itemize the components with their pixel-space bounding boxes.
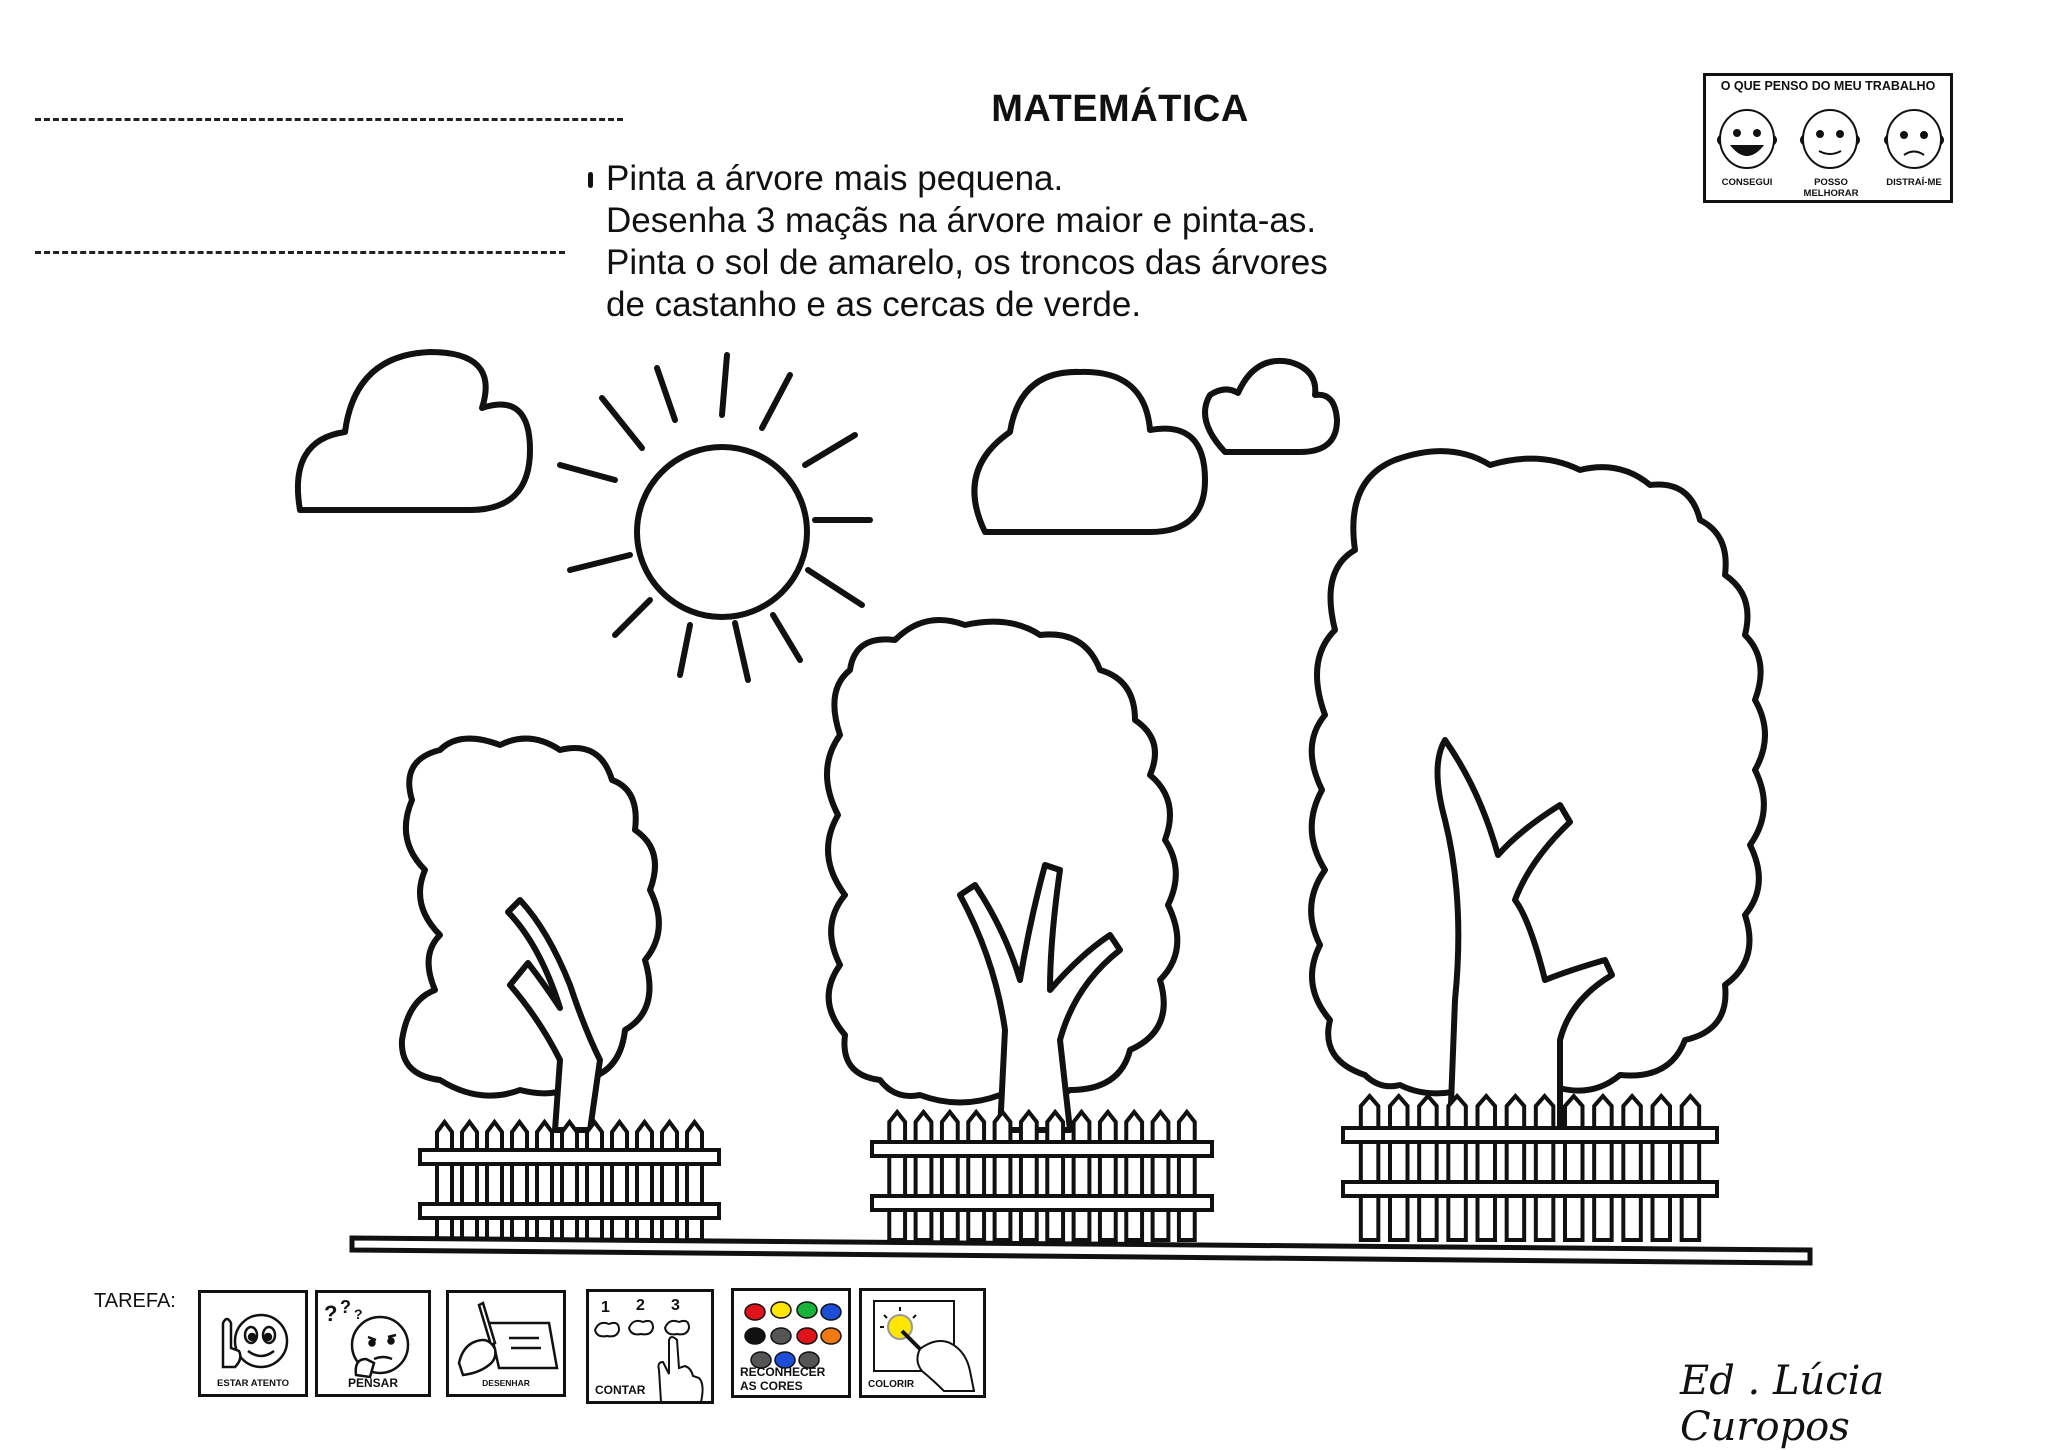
task-label-as-cores: AS CORES [740, 1379, 803, 1393]
face-label-posso-melhorar: POSSO MELHORAR [1803, 177, 1859, 199]
fence-picket [662, 1122, 677, 1240]
task-label-estar-atento: ESTAR ATENTO [217, 1378, 289, 1389]
color-swatch [771, 1328, 791, 1344]
fence-picket [1074, 1112, 1090, 1240]
sun[interactable] [637, 447, 807, 617]
fence-rail [872, 1196, 1212, 1210]
fence-picket [968, 1112, 984, 1240]
instruction-line-2: Desenha 3 maçãs na árvore maior e pinta-as. [606, 201, 1317, 240]
task-reconhecer-as-cores[interactable] [731, 1288, 851, 1398]
task-estar-atento[interactable] [198, 1290, 308, 1397]
signature: Ed . Lúcia Curopos [1680, 1358, 1885, 1450]
fence-picket [1179, 1112, 1195, 1240]
task-contar[interactable] [586, 1289, 714, 1404]
svg-text:?: ? [340, 1297, 351, 1317]
page-title: MATEMÁTICA [991, 88, 1249, 130]
fence-picket [487, 1122, 502, 1240]
svg-text:?: ? [354, 1306, 363, 1322]
cloud-left[interactable] [298, 352, 530, 510]
fence-picket [1653, 1096, 1671, 1240]
fence-picket [437, 1122, 452, 1240]
count-number-1: 1 [601, 1299, 610, 1316]
fence-picket [1100, 1112, 1116, 1240]
tarefa-label: TAREFA: [94, 1290, 176, 1312]
task-desenhar[interactable] [446, 1290, 566, 1397]
fence-picket [637, 1122, 652, 1240]
color-swatch [745, 1304, 765, 1320]
fence-picket [1594, 1096, 1612, 1240]
fence-picket [612, 1122, 627, 1240]
fence-picket [1507, 1096, 1525, 1240]
task-label-pensar: PENSAR [347, 1376, 398, 1390]
color-swatch [821, 1328, 841, 1344]
fence-picket [512, 1122, 527, 1240]
color-swatch [771, 1302, 791, 1318]
fence-picket [942, 1112, 958, 1240]
color-swatch [821, 1304, 841, 1320]
fence-rail [420, 1204, 719, 1218]
face-label-consegui: CONSEGUI [1721, 177, 1773, 188]
instruction-line-3: Pinta o sol de amarelo, os troncos das árvores [606, 243, 1328, 282]
fence-picket [916, 1112, 932, 1240]
task-label-reconhecer: RECONHECER [740, 1365, 826, 1379]
count-number-2: 2 [636, 1297, 645, 1314]
task-label-desenhar: DESENHAR [482, 1378, 530, 1388]
task-colorir[interactable] [859, 1288, 986, 1398]
face-label-distrai-me: DISTRAÍ-ME [1886, 177, 1942, 188]
fence-picket [1153, 1112, 1169, 1240]
instruction-line-1: Pinta a árvore mais pequena. [606, 159, 1064, 198]
fence-picket [1478, 1096, 1496, 1240]
fence-picket [562, 1122, 577, 1240]
svg-text:?: ? [324, 1301, 338, 1326]
color-swatch [745, 1328, 765, 1344]
task-pensar[interactable] [315, 1290, 431, 1397]
fence-rail [872, 1142, 1212, 1156]
cloud-small[interactable] [1205, 361, 1337, 452]
fence-picket [1390, 1096, 1408, 1240]
self-evaluation-title: O QUE PENSO DO MEU TRABALHO [1720, 79, 1936, 93]
fence-picket [462, 1122, 477, 1240]
fence-picket [889, 1112, 905, 1240]
task-label-contar: CONTAR [595, 1383, 646, 1397]
fence-small[interactable] [420, 1122, 719, 1240]
fence-rail [1343, 1182, 1717, 1196]
fence-picket [995, 1112, 1011, 1240]
fence-picket [1623, 1096, 1641, 1240]
fence-picket [537, 1122, 552, 1240]
task-label-colorir: COLORIR [868, 1379, 915, 1390]
fence-picket [1565, 1096, 1583, 1240]
fence-picket [687, 1122, 702, 1240]
cloud-middle[interactable] [974, 372, 1205, 532]
ground-line [352, 1238, 1810, 1263]
fence-rail [420, 1150, 719, 1164]
fence-picket [1536, 1096, 1554, 1240]
fence-picket [587, 1122, 602, 1240]
count-number-3: 3 [671, 1297, 680, 1314]
fence-picket [1448, 1096, 1466, 1240]
fence-picket [1361, 1096, 1379, 1240]
color-swatch [797, 1302, 817, 1318]
fence-rail [1343, 1128, 1717, 1142]
color-swatch [797, 1328, 817, 1344]
fence-picket [1126, 1112, 1142, 1240]
fence-picket [1419, 1096, 1437, 1240]
fence-picket [1047, 1112, 1063, 1240]
fence-picket [1021, 1112, 1037, 1240]
fence-picket [1682, 1096, 1700, 1240]
instruction-line-4: de castanho e as cercas de verde. [606, 285, 1142, 324]
